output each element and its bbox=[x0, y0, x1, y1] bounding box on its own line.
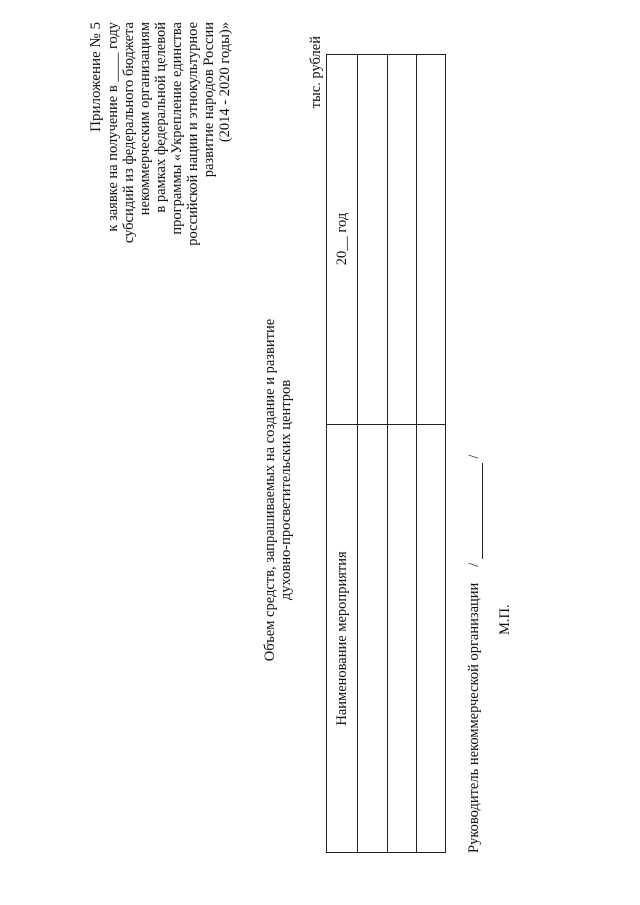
signature-separator: / bbox=[466, 454, 482, 459]
signature-separator: / bbox=[466, 562, 482, 567]
document-title-line: Объем средств, запрашиваемых на создание и развитие bbox=[262, 318, 278, 662]
appendix-line: программы «Укрепление единства bbox=[169, 22, 185, 235]
appendix-title: Приложение № 5 bbox=[88, 22, 104, 132]
stamp-placeholder: М.П. bbox=[497, 604, 513, 635]
appendix-line: (2014 - 2020 годы)» bbox=[217, 22, 233, 143]
funding-table bbox=[326, 54, 446, 853]
appendix-line: некоммерческим организациям bbox=[137, 22, 153, 216]
signature-label: Руководитель некоммерческой организации bbox=[466, 582, 482, 853]
signature-line[interactable] bbox=[468, 463, 483, 559]
row-divider bbox=[357, 55, 358, 852]
column-header-year: 20__ год bbox=[333, 212, 350, 266]
units-label: тыс. рублей bbox=[308, 36, 324, 109]
appendix-line: в рамках федеральной целевой bbox=[153, 22, 169, 213]
appendix-header bbox=[88, 22, 233, 382]
appendix-line: к заявке на получение в ____ году bbox=[105, 22, 121, 232]
signature-block bbox=[466, 453, 483, 853]
column-header-name: Наименование мероприятия bbox=[333, 551, 350, 726]
row-divider bbox=[387, 55, 388, 852]
appendix-line: развитие народов России bbox=[201, 22, 217, 178]
document-title-line: духовно-просветительских центров bbox=[278, 379, 294, 601]
document-title bbox=[262, 310, 294, 670]
row-divider bbox=[416, 55, 417, 852]
appendix-line: субсидий из федерального бюджета bbox=[121, 22, 137, 244]
column-divider bbox=[327, 424, 445, 425]
appendix-line: российской нации и этнокультурное bbox=[185, 22, 201, 246]
